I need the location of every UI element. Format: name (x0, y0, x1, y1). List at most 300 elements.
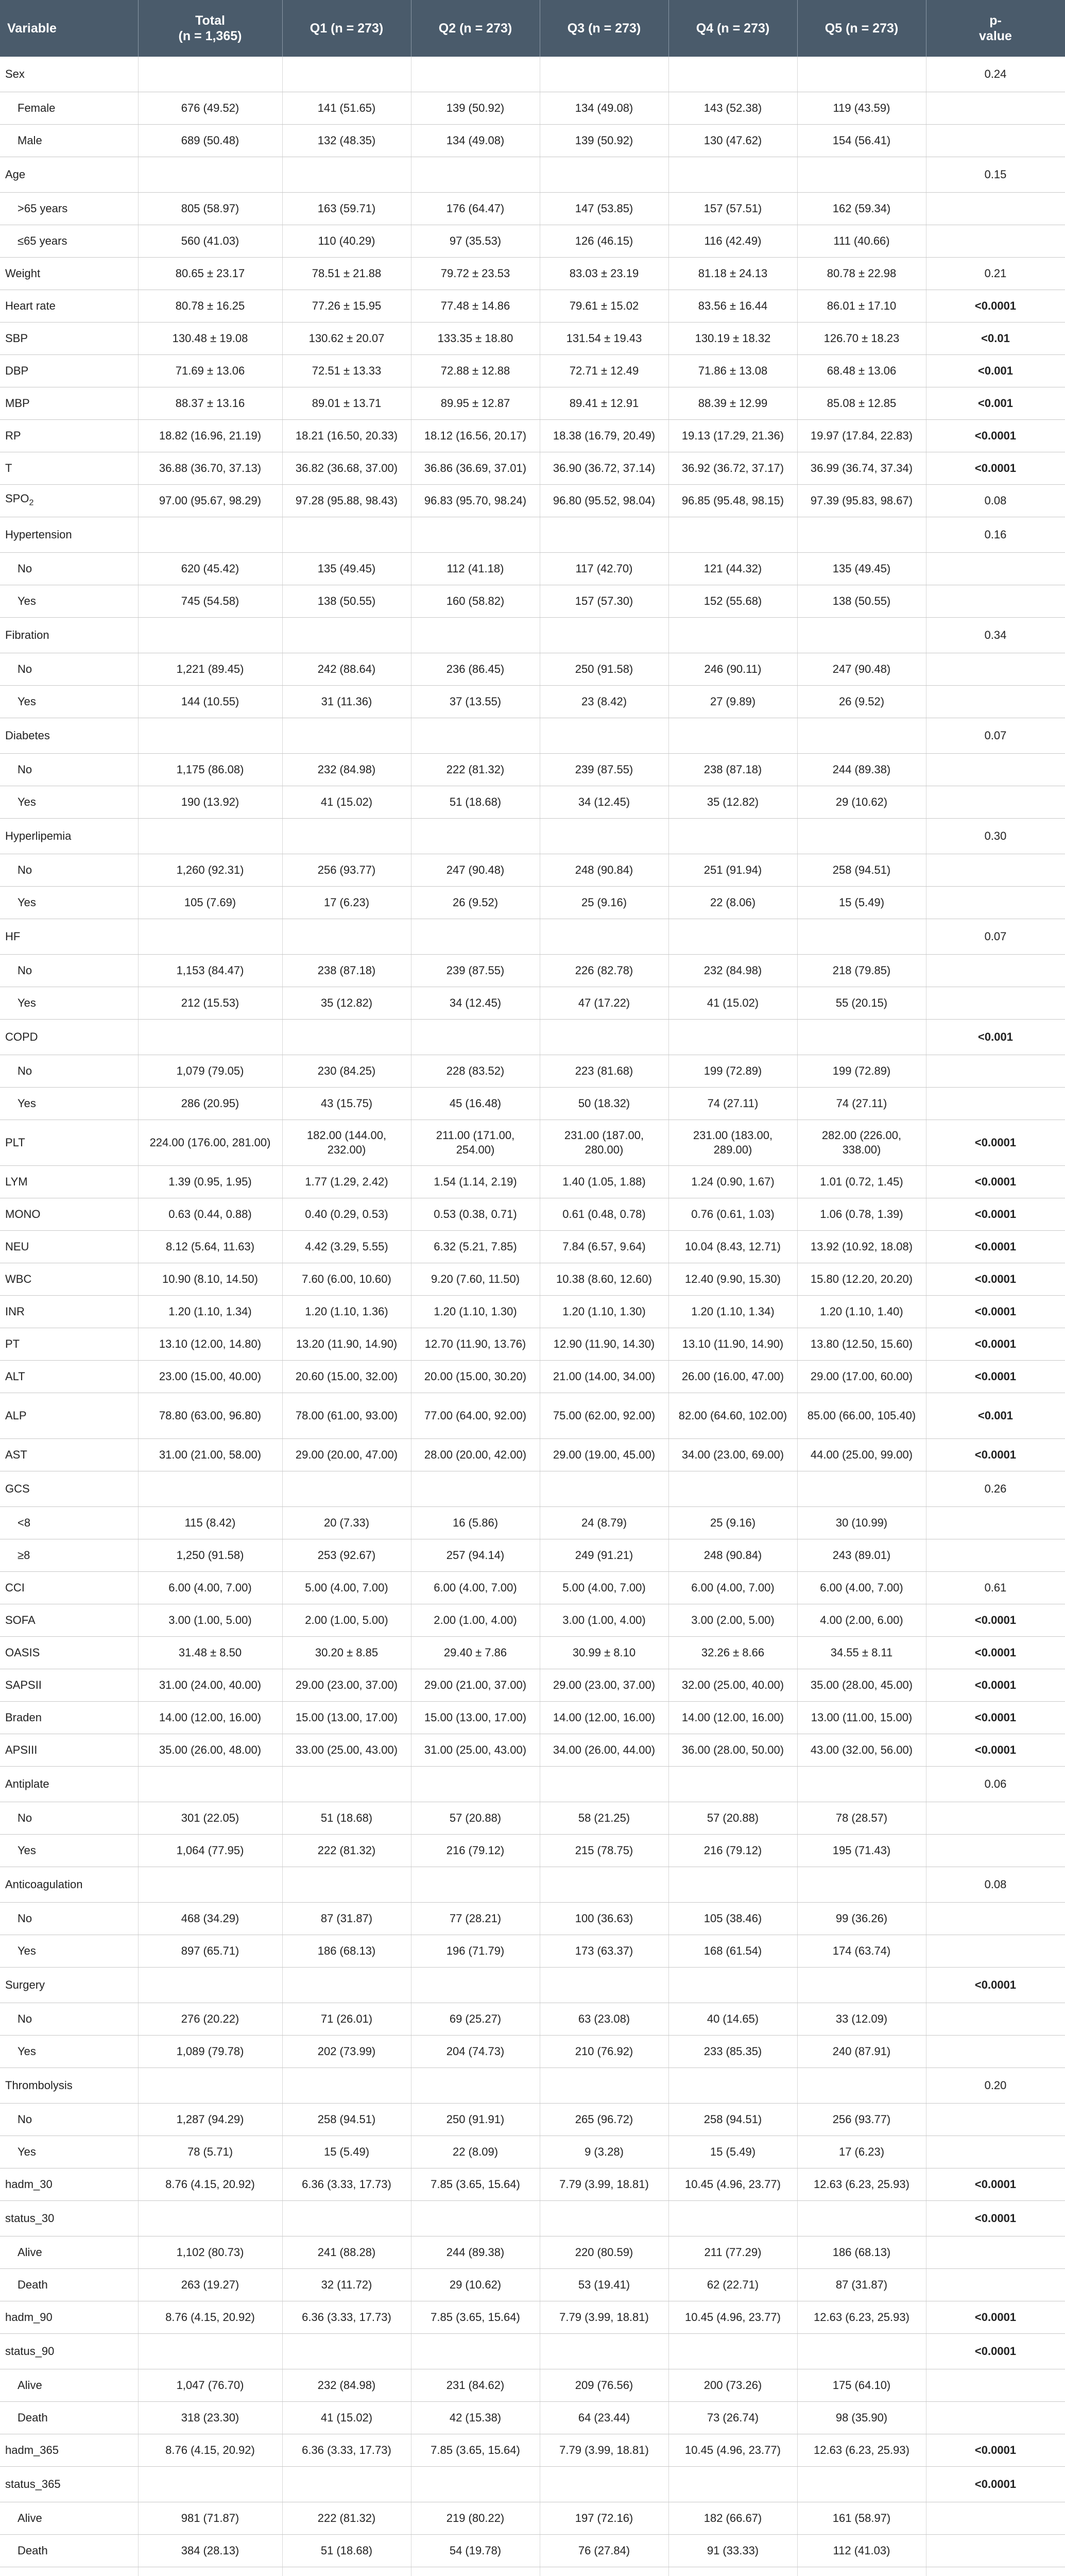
table-cell (668, 919, 797, 955)
table-cell: 8.76 (4.15, 20.92) (138, 2434, 282, 2467)
p-value-cell: 0.20 (926, 2068, 1065, 2104)
table-cell: 26 (9.52) (411, 887, 540, 919)
table-cell: 215 (78.75) (540, 1835, 668, 1867)
table-cell: 80.78 ± 16.25 (138, 290, 282, 323)
table-row (0, 157, 1065, 193)
row-label: hadm_30 (0, 2168, 138, 2201)
table-cell: 147 (53.85) (540, 193, 668, 225)
table-cell: 202 (73.99) (282, 2036, 411, 2068)
table-cell: 135 (49.45) (282, 553, 411, 585)
table-cell: 132 (48.35) (282, 125, 411, 157)
table-cell (540, 1968, 668, 2003)
table-cell (668, 2201, 797, 2236)
table-cell: 100 (36.63) (540, 1903, 668, 1935)
table-cell: 6.00 (4.00, 7.00) (138, 1572, 282, 1604)
row-label: Weight (0, 258, 138, 290)
table-cell: 6.36 (3.33, 17.73) (282, 2168, 411, 2201)
table-cell (540, 1471, 668, 1507)
table-cell: 36.82 (36.68, 37.00) (282, 452, 411, 485)
table-cell: 7.85 (3.65, 15.64) (411, 2168, 540, 2201)
p-value-cell (926, 2036, 1065, 2068)
table-cell: 1.01 (0.72, 1.45) (797, 1166, 926, 1198)
table-cell: 1.20 (1.10, 1.40) (797, 1296, 926, 1328)
p-value-cell: 0.08 (926, 485, 1065, 517)
table-cell: 242 (88.64) (282, 653, 411, 686)
table-cell (668, 2334, 797, 2369)
table-cell: 77 (28.21) (411, 1903, 540, 1935)
table-cell (540, 1867, 668, 1903)
p-value-cell (926, 1835, 1065, 1867)
table-cell: 42 (15.38) (411, 2402, 540, 2434)
table-cell: 219 (80.22) (411, 2502, 540, 2535)
row-label: ALT (0, 1361, 138, 1393)
p-value-cell: 0.15 (926, 157, 1065, 193)
table-cell: 620 (45.42) (138, 553, 282, 585)
table-cell: 10.45 (4.96, 23.77) (668, 2301, 797, 2334)
table-cell: 173 (63.37) (540, 1935, 668, 1968)
table-cell: 1.24 (0.90, 1.67) (668, 1166, 797, 1198)
row-label: No (0, 1055, 138, 1088)
table-cell: 35.00 (26.00, 48.00) (138, 1734, 282, 1767)
table-cell: 68.48 ± 13.06 (797, 355, 926, 387)
table-cell: 36.86 (36.69, 37.01) (411, 452, 540, 485)
row-label: Yes (0, 1935, 138, 1968)
table-cell (797, 2567, 926, 2576)
table-cell: 13.20 (11.90, 14.90) (282, 1328, 411, 1361)
table-cell: 87 (31.87) (282, 1903, 411, 1935)
column-header: Q2 (n = 273) (411, 0, 540, 57)
table-cell: 228 (83.52) (411, 1055, 540, 1088)
table-cell: 246 (90.11) (668, 653, 797, 686)
table-cell: 112 (41.03) (797, 2535, 926, 2567)
p-value-cell: <0.0001 (926, 452, 1065, 485)
row-label: No (0, 1903, 138, 1935)
row-label: SOFA (0, 1604, 138, 1637)
table-cell: 111 (40.66) (797, 225, 926, 258)
column-header: Q5 (n = 273) (797, 0, 926, 57)
table-cell: 78.51 ± 21.88 (282, 258, 411, 290)
table-cell: 20.00 (15.00, 30.20) (411, 1361, 540, 1393)
table-cell: 7.85 (3.65, 15.64) (411, 2301, 540, 2334)
table-cell: 112 (41.18) (411, 553, 540, 585)
table-cell: 200 (73.26) (668, 2369, 797, 2402)
table-cell: 258 (94.51) (282, 2104, 411, 2136)
table-row (0, 2236, 1065, 2269)
table-cell: 676 (49.52) (138, 92, 282, 125)
column-header: p- value (926, 0, 1065, 57)
table-cell: 130 (47.62) (668, 125, 797, 157)
p-value-cell: <0.0001 (926, 1669, 1065, 1702)
table-cell: 232 (84.98) (668, 955, 797, 987)
table-row (0, 485, 1065, 517)
table-row (0, 125, 1065, 157)
table-row (0, 1231, 1065, 1263)
table-row (0, 2402, 1065, 2434)
row-label: Female (0, 92, 138, 125)
table-cell: 211 (77.29) (668, 2236, 797, 2269)
table-cell: 97.39 (95.83, 98.67) (797, 485, 926, 517)
table-cell: 96.83 (95.70, 98.24) (411, 485, 540, 517)
table-cell (138, 2334, 282, 2369)
table-cell: 18.38 (16.79, 20.49) (540, 420, 668, 452)
table-cell: 174 (63.74) (797, 1935, 926, 1968)
table-cell (540, 919, 668, 955)
table-cell: 163 (59.71) (282, 193, 411, 225)
table-cell: 45 (16.48) (411, 1088, 540, 1120)
p-value-cell (926, 786, 1065, 819)
table-cell: 37 (13.55) (411, 686, 540, 718)
table-row (0, 1867, 1065, 1903)
row-label: COPD (0, 1020, 138, 1055)
table-cell: 212 (15.53) (138, 987, 282, 1020)
table-cell: 21.00 (14.00, 34.00) (540, 1361, 668, 1393)
p-value-cell: <0.0001 (926, 1439, 1065, 1471)
table-cell: 216 (79.12) (411, 1835, 540, 1867)
table-cell: 6.00 (4.00, 7.00) (797, 1572, 926, 1604)
table-cell (138, 517, 282, 553)
table-cell (138, 819, 282, 854)
table-cell: 31.00 (24.00, 40.00) (138, 1669, 282, 1702)
table-cell: 1,079 (79.05) (138, 1055, 282, 1088)
table-cell: 384 (28.13) (138, 2535, 282, 2567)
table-cell: 0.63 (0.44, 0.88) (138, 1198, 282, 1231)
p-value-cell: <0.0001 (926, 1231, 1065, 1263)
table-cell: 1.20 (1.10, 1.30) (540, 1296, 668, 1328)
table-cell: 110 (40.29) (282, 225, 411, 258)
table-cell: 2.00 (1.00, 4.00) (411, 1604, 540, 1637)
table-header-row (0, 0, 1065, 57)
table-cell: 36.90 (36.72, 37.14) (540, 452, 668, 485)
row-label: Surgery (0, 1968, 138, 2003)
table-cell: 222 (81.32) (282, 1835, 411, 1867)
table-cell: 134 (49.08) (540, 92, 668, 125)
table-cell: 71 (26.01) (282, 2003, 411, 2036)
row-label: AST (0, 1439, 138, 1471)
table-cell: 130.19 ± 18.32 (668, 323, 797, 355)
p-value-cell: <0.0001 (926, 1120, 1065, 1166)
table-cell: 30.20 ± 8.85 (282, 1637, 411, 1669)
table-row (0, 1968, 1065, 2003)
table-cell: 243 (89.01) (797, 1539, 926, 1572)
table-cell: 161 (58.97) (797, 2502, 926, 2535)
table-cell (138, 2467, 282, 2502)
row-label: HF (0, 919, 138, 955)
table-cell: 248 (90.84) (540, 854, 668, 887)
table-cell: 1.40 (1.05, 1.88) (540, 1166, 668, 1198)
row-label: NEU (0, 1231, 138, 1263)
table-row (0, 754, 1065, 786)
table-cell: 18.12 (16.56, 20.17) (411, 420, 540, 452)
table-cell (540, 2068, 668, 2104)
table-cell: 1,175 (86.08) (138, 754, 282, 786)
table-cell: 34 (12.45) (540, 786, 668, 819)
table-cell: 82.00 (64.60, 102.00) (668, 1393, 797, 1439)
table-cell (411, 2467, 540, 2502)
table-cell (797, 718, 926, 754)
table-cell: 157 (57.51) (668, 193, 797, 225)
table-cell (668, 157, 797, 193)
table-cell: 7.84 (6.57, 9.64) (540, 1231, 668, 1263)
table-cell: 5.00 (4.00, 7.00) (540, 1572, 668, 1604)
table-cell: 6.36 (3.33, 17.73) (282, 2301, 411, 2334)
p-value-cell (926, 887, 1065, 919)
table-cell: 10.38 (8.60, 12.60) (540, 1263, 668, 1296)
table-cell (668, 1471, 797, 1507)
table-cell (138, 1471, 282, 1507)
table-cell: 83.56 ± 16.44 (668, 290, 797, 323)
table-cell: 31 (11.36) (282, 686, 411, 718)
table-cell (282, 618, 411, 653)
table-cell: 15 (5.49) (668, 2136, 797, 2168)
table-cell: 47 (17.22) (540, 987, 668, 1020)
table-row (0, 225, 1065, 258)
table-cell: 34.00 (26.00, 44.00) (540, 1734, 668, 1767)
column-header: Q1 (n = 273) (282, 0, 411, 57)
table-cell: 74 (27.11) (797, 1088, 926, 1120)
column-header: Q4 (n = 273) (668, 0, 797, 57)
p-value-cell: 0.16 (926, 517, 1065, 553)
table-cell: 63 (23.08) (540, 2003, 668, 2036)
p-value-cell: 0.21 (926, 258, 1065, 290)
table-cell: 204 (74.73) (411, 2036, 540, 2068)
row-label: Alive (0, 2236, 138, 2269)
table-cell: 40 (14.65) (668, 2003, 797, 2036)
table-cell (138, 1020, 282, 1055)
table-cell (797, 618, 926, 653)
table-cell: 220 (80.59) (540, 2236, 668, 2269)
row-label: Yes (0, 2036, 138, 2068)
table-row (0, 854, 1065, 887)
table-cell: 78.80 (63.00, 96.80) (138, 1393, 282, 1439)
row-label: Yes (0, 686, 138, 718)
p-value-cell (926, 2236, 1065, 2269)
table-cell: 251 (91.94) (668, 854, 797, 887)
table-row (0, 1669, 1065, 1702)
table-cell: 22 (8.09) (411, 2136, 540, 2168)
row-label: Yes (0, 887, 138, 919)
table-cell: 87 (31.87) (797, 2269, 926, 2301)
table-cell: 1.20 (1.10, 1.34) (668, 1296, 797, 1328)
table-cell: 1,102 (80.73) (138, 2236, 282, 2269)
row-label: hadm_90 (0, 2301, 138, 2334)
table-cell: 13.10 (11.90, 14.90) (668, 1328, 797, 1361)
row-label: status_30 (0, 2201, 138, 2236)
row-label: INR (0, 1296, 138, 1328)
table-cell: 16 (5.86) (411, 1507, 540, 1539)
table-cell (668, 2068, 797, 2104)
row-label: ≥8 (0, 1539, 138, 1572)
table-cell: 239 (87.55) (411, 955, 540, 987)
table-cell: 126.70 ± 18.23 (797, 323, 926, 355)
p-value-cell: 0.61 (926, 1572, 1065, 1604)
table-row (0, 2201, 1065, 2236)
table-row (0, 1088, 1065, 1120)
table-cell: 29.00 (23.00, 37.00) (282, 1669, 411, 1702)
table-cell: 1.06 (0.78, 1.39) (797, 1198, 926, 1231)
table-cell (411, 517, 540, 553)
table-row (0, 919, 1065, 955)
table-cell: 41 (15.02) (282, 2402, 411, 2434)
table-cell: 7.79 (3.99, 18.81) (540, 2301, 668, 2334)
row-label: status_90 (0, 2334, 138, 2369)
table-cell: 226 (82.78) (540, 955, 668, 987)
p-value-cell: 0.07 (926, 718, 1065, 754)
row-label: Death (0, 2535, 138, 2567)
row-label: No (0, 2104, 138, 2136)
table-cell (540, 1767, 668, 1802)
table-cell: 1.20 (1.10, 1.30) (411, 1296, 540, 1328)
table-cell: 44.00 (25.00, 99.00) (797, 1439, 926, 1471)
p-value-cell: <0.001 (926, 1020, 1065, 1055)
p-value-cell: <0.001 (926, 387, 1065, 420)
table-row (0, 290, 1065, 323)
table-row (0, 193, 1065, 225)
table-cell: 263 (19.27) (138, 2269, 282, 2301)
table-row (0, 387, 1065, 420)
table-cell: 76 (27.84) (540, 2535, 668, 2567)
table-cell: 257 (94.14) (411, 1539, 540, 1572)
row-label: Yes (0, 786, 138, 819)
table-cell: 1,047 (76.70) (138, 2369, 282, 2402)
table-row (0, 819, 1065, 854)
table-cell (411, 1968, 540, 2003)
table-cell: 77.48 ± 14.86 (411, 290, 540, 323)
table-cell: 119 (43.59) (797, 92, 926, 125)
p-value-cell: 0.26 (926, 1471, 1065, 1507)
row-label: Death (0, 2402, 138, 2434)
table-cell: 89.95 ± 12.87 (411, 387, 540, 420)
table-cell: 105 (7.69) (138, 887, 282, 919)
table-cell: 32 (11.72) (282, 2269, 411, 2301)
table-cell: 71.69 ± 13.06 (138, 355, 282, 387)
p-value-cell: <0.0001 (926, 1166, 1065, 1198)
table-cell (797, 2467, 926, 2502)
table-cell: 468 (34.29) (138, 1903, 282, 1935)
table-row (0, 517, 1065, 553)
table-cell: 0.53 (0.38, 0.71) (411, 1198, 540, 1231)
table-cell (282, 157, 411, 193)
p-value-cell: <0.001 (926, 1393, 1065, 1439)
table-cell: 8.76 (4.15, 20.92) (138, 2301, 282, 2334)
table-row (0, 1604, 1065, 1637)
table-cell (282, 57, 411, 92)
table-cell: 12.63 (6.23, 25.93) (797, 2434, 926, 2467)
table-cell: 186 (68.13) (797, 2236, 926, 2269)
table-cell: 134 (49.08) (411, 125, 540, 157)
table-row (0, 420, 1065, 452)
table-cell: 1,260 (92.31) (138, 854, 282, 887)
p-value-cell (926, 1802, 1065, 1835)
table-cell: 224.00 (176.00, 281.00) (138, 1120, 282, 1166)
table-cell (668, 819, 797, 854)
table-cell: 35 (12.82) (282, 987, 411, 1020)
table-cell: 58 (21.25) (540, 1802, 668, 1835)
table-cell (282, 1867, 411, 1903)
table-cell: 182.00 (144.00, 232.00) (282, 1120, 411, 1166)
table-row (0, 718, 1065, 754)
table-cell: 238 (87.18) (282, 955, 411, 987)
table-cell: 10.45 (4.96, 23.77) (668, 2168, 797, 2201)
table-cell (668, 517, 797, 553)
table-cell: 144 (10.55) (138, 686, 282, 718)
row-label: MBP (0, 387, 138, 420)
table-cell: 50 (18.32) (540, 1088, 668, 1120)
row-label: Anticoagulation (0, 1867, 138, 1903)
row-label: No (0, 955, 138, 987)
table-cell: 897 (65.71) (138, 1935, 282, 1968)
table-cell (282, 1767, 411, 1802)
table-cell: 35.00 (28.00, 45.00) (797, 1669, 926, 1702)
row-label: <8 (0, 1507, 138, 1539)
table-cell (411, 819, 540, 854)
table-cell (797, 57, 926, 92)
p-value-cell (926, 553, 1065, 585)
table-cell: 141 (51.65) (282, 92, 411, 125)
table-cell: 34.00 (23.00, 69.00) (668, 1439, 797, 1471)
table-row (0, 92, 1065, 125)
table-row (0, 1198, 1065, 1231)
row-label (0, 2567, 138, 2576)
table-cell (668, 618, 797, 653)
table-cell: 1.54 (1.14, 2.19) (411, 1166, 540, 1198)
table-cell: 131.54 ± 19.43 (540, 323, 668, 355)
table-cell: 133.35 ± 18.80 (411, 323, 540, 355)
table-cell: 256 (93.77) (282, 854, 411, 887)
table-cell: 43.00 (32.00, 56.00) (797, 1734, 926, 1767)
table-cell (138, 919, 282, 955)
table-cell: 96.80 (95.52, 98.04) (540, 485, 668, 517)
row-label: Death (0, 2269, 138, 2301)
table-row (0, 2369, 1065, 2402)
table-cell (797, 1020, 926, 1055)
p-value-cell: <0.01 (926, 323, 1065, 355)
table-cell: 8.12 (5.64, 11.63) (138, 1231, 282, 1263)
table-cell: 2.00 (1.00, 5.00) (282, 1604, 411, 1637)
row-label: PLT (0, 1120, 138, 1166)
row-label: PT (0, 1328, 138, 1361)
table-cell: 96.85 (95.48, 98.15) (668, 485, 797, 517)
table-row (0, 1702, 1065, 1734)
table-row (0, 2301, 1065, 2334)
table-row (0, 355, 1065, 387)
table-cell: 30.99 ± 8.10 (540, 1637, 668, 1669)
table-cell (797, 517, 926, 553)
table-cell (540, 2567, 668, 2576)
table-cell: 99 (36.26) (797, 1903, 926, 1935)
p-value-cell (926, 2502, 1065, 2535)
table-cell (668, 2467, 797, 2502)
table-row (0, 1572, 1065, 1604)
table-cell: 244 (89.38) (411, 2236, 540, 2269)
table-cell: 130.62 ± 20.07 (282, 323, 411, 355)
table-cell: 1.20 (1.10, 1.36) (282, 1296, 411, 1328)
table-row (0, 653, 1065, 686)
p-value-cell (926, 193, 1065, 225)
table-cell: 1,089 (79.78) (138, 2036, 282, 2068)
row-label: Yes (0, 1835, 138, 1867)
table-cell: 223 (81.68) (540, 1055, 668, 1088)
table-cell: 7.79 (3.99, 18.81) (540, 2434, 668, 2467)
table-cell: 81.18 ± 24.13 (668, 258, 797, 290)
table-cell: 14.00 (12.00, 16.00) (138, 1702, 282, 1734)
table-cell: 9.20 (7.60, 11.50) (411, 1263, 540, 1296)
p-value-cell (926, 1507, 1065, 1539)
row-label: WBC (0, 1263, 138, 1296)
table-cell: 175 (64.10) (797, 2369, 926, 2402)
p-value-cell (926, 2535, 1065, 2567)
table-cell: 253 (92.67) (282, 1539, 411, 1572)
table-cell: 72.71 ± 12.49 (540, 355, 668, 387)
